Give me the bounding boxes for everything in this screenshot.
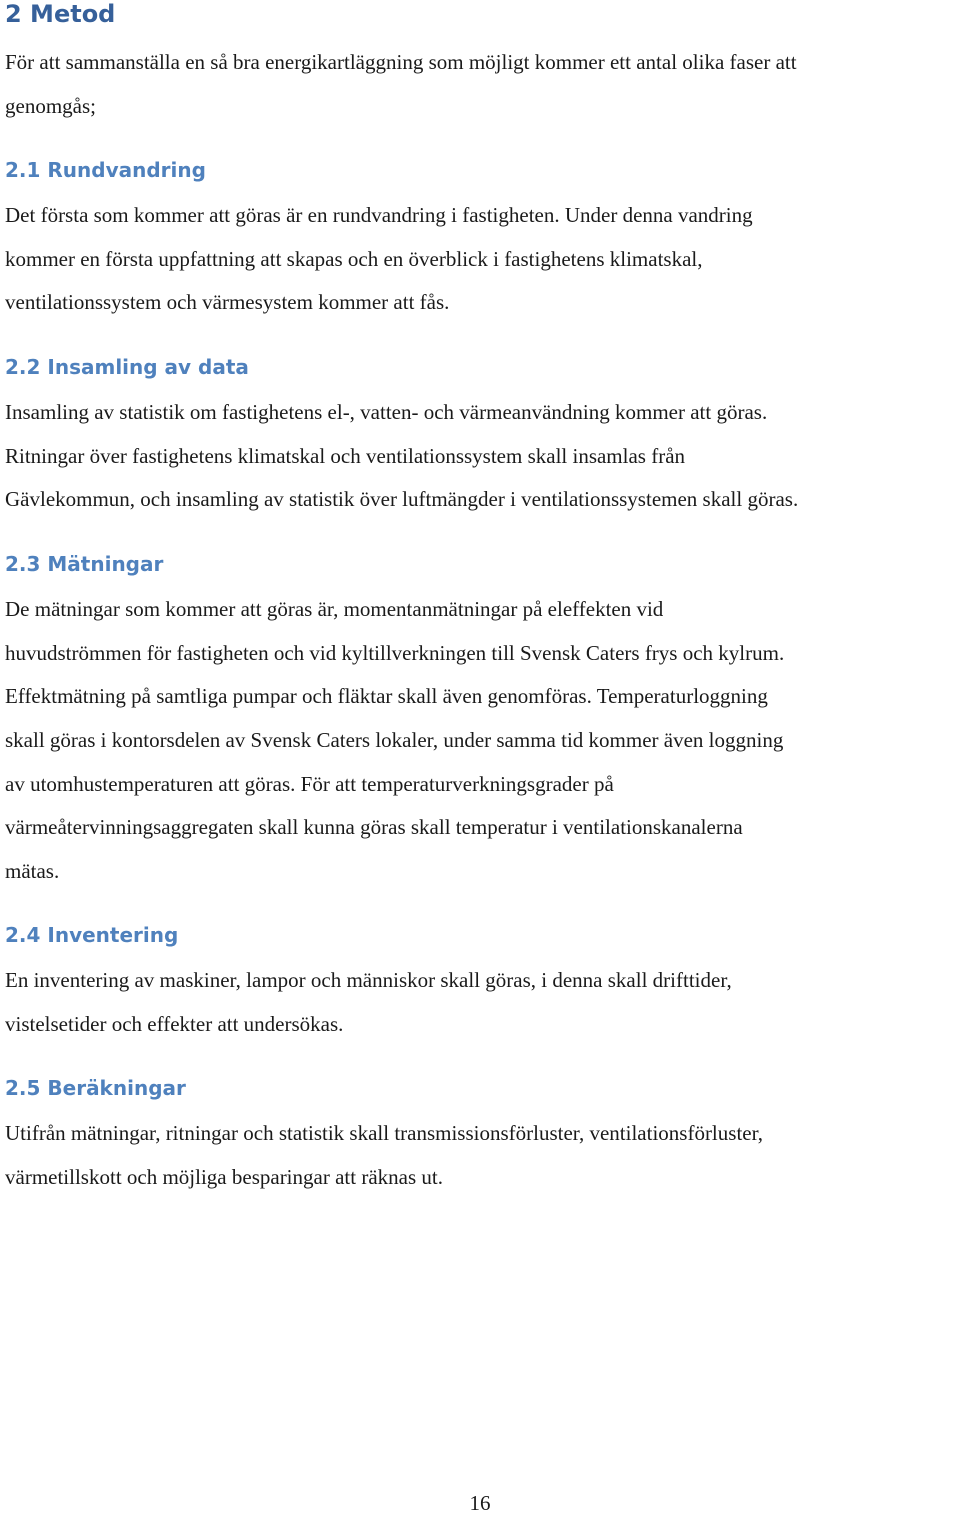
- rundvandring-line-3: ventilationssystem och värmesystem kommer att fås.: [5, 290, 450, 314]
- matningar-line-7: mätas.: [5, 859, 60, 883]
- section-heading-matningar: 2.3 Mätningar: [5, 552, 164, 576]
- inventering-line-2: vistelsetider och effekter att undersökas.: [5, 1012, 344, 1036]
- matningar-line-6: värmeåtervinningsaggregaten skall kunna göras skall temperatur i ventilationskanalerna: [5, 815, 743, 839]
- insamling-line-2: Ritningar över fastighetens klimatskal och ventilationssystem skall insamlas från: [5, 444, 686, 468]
- intro-line-2: genomgås;: [5, 94, 96, 118]
- rundvandring-line-1: Det första som kommer att göras är en rundvandring i fastigheten. Under denna vandring: [5, 203, 753, 227]
- berakningar-line-2: värmetillskott och möjliga besparingar att räknas ut.: [5, 1165, 443, 1189]
- chapter-heading: 2 Metod: [5, 0, 116, 28]
- insamling-line-3: Gävlekommun, och insamling av statistik över luftmängder i ventilationssystemen skall göras.: [5, 487, 799, 511]
- matningar-line-3: Effektmätning på samtliga pumpar och fläktar skall även genomföras. Temperaturloggning: [5, 684, 768, 708]
- matningar-line-5: av utomhustemperaturen att göras. För att temperaturverkningsgrader på: [5, 772, 614, 796]
- matningar-line-1: De mätningar som kommer att göras är, momentanmätningar på eleffekten vid: [5, 597, 664, 621]
- rundvandring-line-2: kommer en första uppfattning att skapas och en överblick i fastighetens klimatskal,: [5, 247, 703, 271]
- section-heading-rundvandring: 2.1 Rundvandring: [5, 158, 206, 182]
- inventering-line-1: En inventering av maskiner, lampor och människor skall göras, i denna skall drifttider,: [5, 968, 732, 992]
- section-heading-berakningar: 2.5 Beräkningar: [5, 1076, 186, 1100]
- matningar-line-4: skall göras i kontorsdelen av Svensk Caters lokaler, under samma tid kommer även loggning: [5, 728, 784, 752]
- section-heading-inventering: 2.4 Inventering: [5, 923, 179, 947]
- page-number: 16: [469, 1491, 491, 1515]
- berakningar-line-1: Utifrån mätningar, ritningar och statistik skall transmissionsförluster, ventilationsförluster,: [5, 1121, 763, 1145]
- intro-line-1: För att sammanställa en så bra energikartläggning som möjligt kommer ett antal olika faser att: [5, 50, 797, 74]
- insamling-line-1: Insamling av statistik om fastighetens el-, vatten- och värmeanvändning kommer att göras.: [5, 400, 768, 424]
- section-heading-insamling: 2.2 Insamling av data: [5, 355, 249, 379]
- matningar-line-2: huvudströmmen för fastigheten och vid kyltillverkningen till Svensk Caters frys och kylrum.: [5, 641, 785, 665]
